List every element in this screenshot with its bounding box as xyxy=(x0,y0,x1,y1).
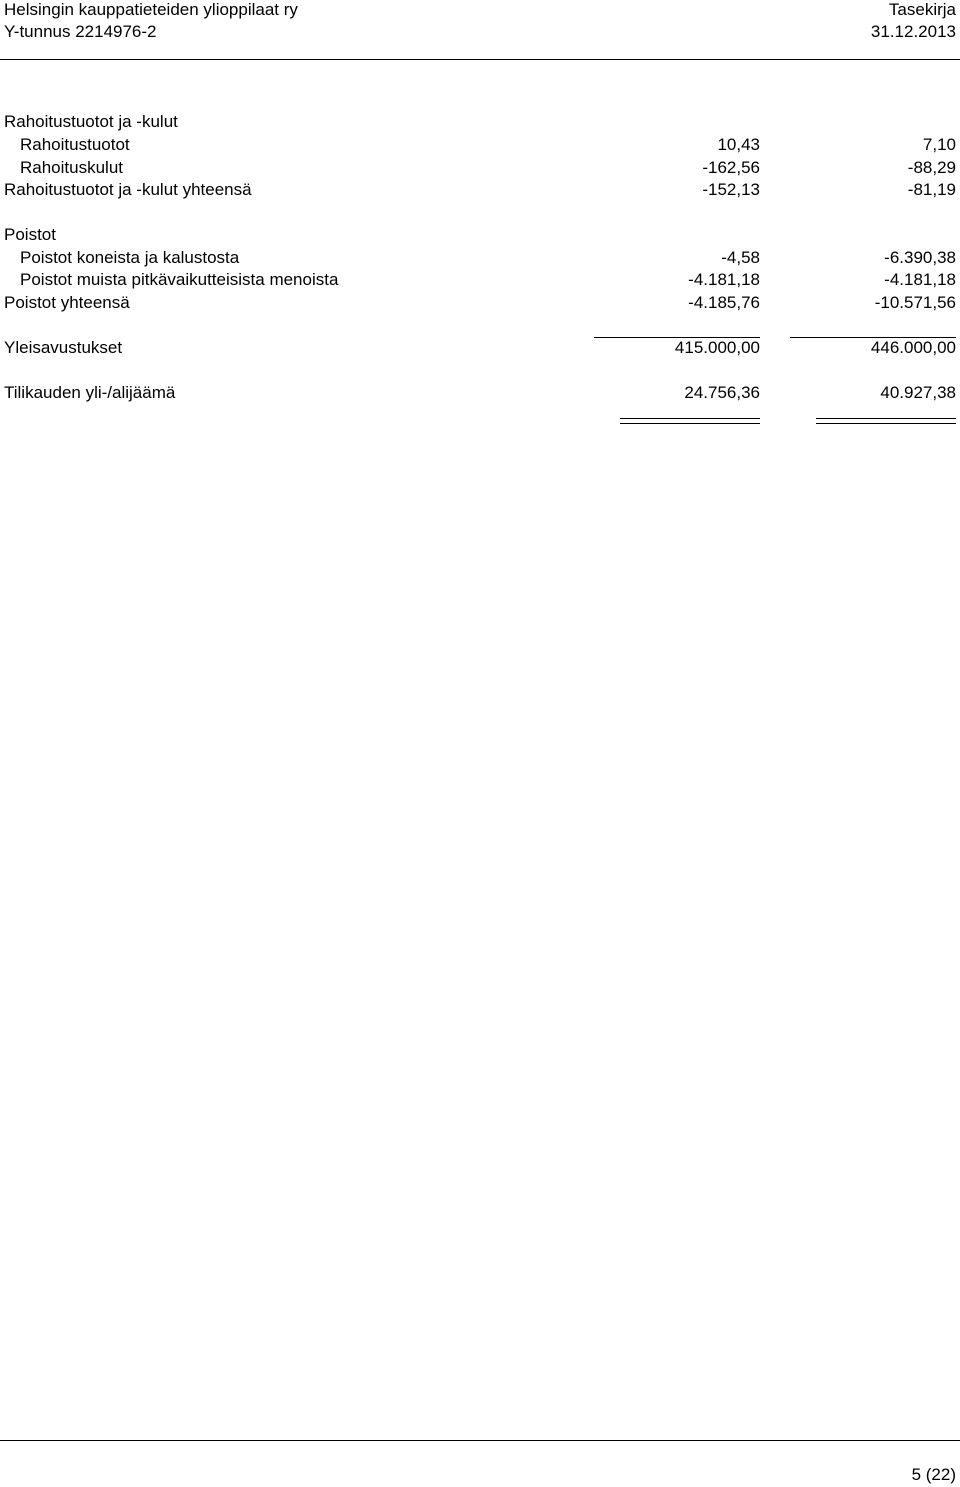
business-id: Y-tunnus 2214976-2 xyxy=(4,22,157,41)
row-label: Rahoitustuotot ja -kulut yhteensä xyxy=(4,180,252,199)
value-current-year: 10,43 xyxy=(717,135,760,154)
organization-name: Helsingin kauppatieteiden ylioppilaat ry xyxy=(4,0,298,19)
section-heading-financial xyxy=(0,111,960,133)
table-row xyxy=(0,337,960,359)
row-label: Rahoitustuotot xyxy=(20,135,130,154)
value-current-year: 24.756,36 xyxy=(684,383,760,402)
result-double-underline xyxy=(816,418,956,424)
value-current-year: -4.185,76 xyxy=(688,293,760,312)
table-row-total xyxy=(0,179,960,201)
value-previous-year: -10.571,56 xyxy=(874,293,956,312)
table-row xyxy=(0,247,960,269)
row-label: Tilikauden yli-/alijäämä xyxy=(4,383,176,402)
row-label: Poistot xyxy=(4,225,56,244)
table-row-result xyxy=(0,382,960,404)
value-previous-year: -81,19 xyxy=(907,180,956,199)
value-previous-year: -4.181,18 xyxy=(884,270,956,289)
row-label: Rahoituskulut xyxy=(20,158,124,177)
result-double-underline xyxy=(620,418,760,424)
row-label: Poistot muista pitkävaikutteisista menoista xyxy=(20,270,339,289)
value-current-year: 415.000,00 xyxy=(674,338,760,357)
value-current-year: -162,56 xyxy=(702,158,760,177)
value-previous-year: 7,10 xyxy=(922,135,956,154)
section-heading-depreciation xyxy=(0,224,960,246)
row-label: Yleisavustukset xyxy=(4,338,123,357)
row-label: Poistot koneista ja kalustosta xyxy=(20,248,240,267)
sum-underline xyxy=(594,337,760,338)
value-previous-year: 40.927,38 xyxy=(880,383,956,402)
sum-underline xyxy=(790,337,956,338)
table-row-total xyxy=(0,292,960,314)
value-current-year: -4.181,18 xyxy=(688,270,760,289)
document-title: Tasekirja xyxy=(888,0,956,19)
row-label: Poistot yhteensä xyxy=(4,293,130,312)
page-number: 5 (22) xyxy=(911,1465,956,1484)
value-previous-year: -88,29 xyxy=(907,158,956,177)
row-label: Rahoitustuotot ja -kulut xyxy=(4,112,178,131)
value-previous-year: 446.000,00 xyxy=(870,338,956,357)
document-date: 31.12.2013 xyxy=(870,22,956,41)
header-divider xyxy=(0,59,960,60)
value-current-year: -4,58 xyxy=(721,248,760,267)
table-row xyxy=(0,157,960,179)
table-row xyxy=(0,134,960,156)
value-previous-year: -6.390,38 xyxy=(884,248,956,267)
footer-divider xyxy=(0,1440,960,1441)
value-current-year: -152,13 xyxy=(702,180,760,199)
table-row xyxy=(0,269,960,291)
